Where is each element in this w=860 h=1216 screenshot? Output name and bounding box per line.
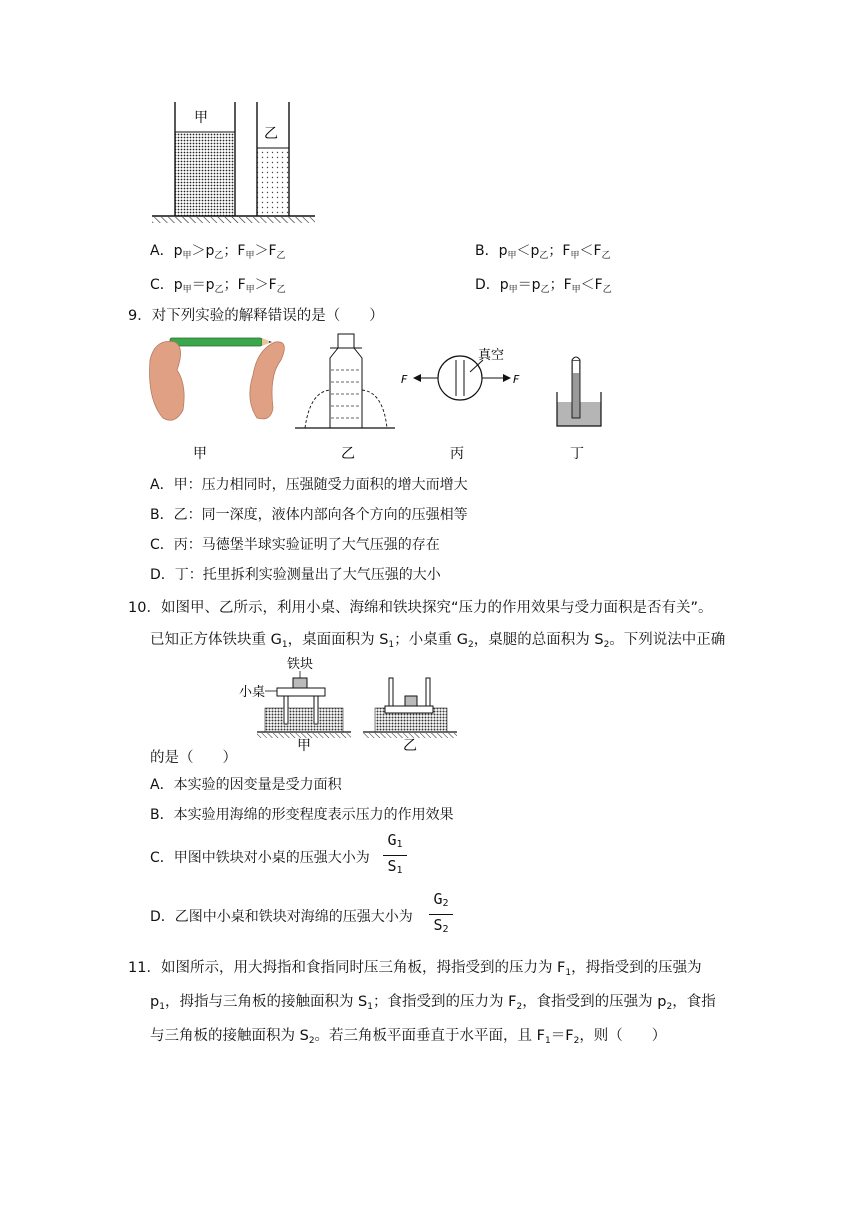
q10-table-sponge-figure — [235, 650, 465, 752]
q10-option-d: D．乙图中小桌和铁块对海绵的压强大小为 — [150, 909, 413, 925]
q9-option-a: A．甲：压力相同时，压强随受力面积的增大而增大 — [150, 477, 468, 493]
fig9-label-bing: 丙 — [450, 446, 464, 462]
iron-block-jia — [293, 678, 307, 688]
bottle-pressure-figure — [295, 334, 395, 462]
q9-option-c: C．丙：马德堡半球实验证明了大气压强的存在 — [150, 537, 440, 553]
q8-containers-figure — [150, 100, 320, 228]
hands-pencil-figure — [150, 338, 285, 462]
fig8-label-jia: 甲 — [194, 110, 208, 126]
q10-stem-line3: 的是（ ） — [150, 750, 237, 766]
table-top-jia — [277, 688, 325, 696]
q9-figures — [145, 330, 605, 465]
iron-block-yi — [405, 696, 417, 706]
q11-stem-line1: 11．如图所示，用大拇指和食指同时压三角板，拇指受到的压力为 $F_1$，拇指受到的压强为 — [128, 960, 702, 978]
q8-option-c: C．$p_甲=p_乙$；$F_甲>F_乙$ — [150, 277, 286, 295]
q8-option-b: B．$p_甲<p_乙$；$F_甲<F_乙$ — [475, 243, 611, 261]
fig9-label-jia: 甲 — [193, 446, 207, 462]
fig10-label-iron: 铁块 — [287, 657, 314, 672]
q10-option-c-fraction: $G_1$ $S_1$ — [383, 832, 407, 879]
ground-hatch — [152, 217, 315, 223]
q10-option-c: C．甲图中铁块对小桌的压强大小为 — [150, 850, 370, 866]
force-label-right: F — [513, 373, 520, 386]
fig9-label-yi: 乙 — [341, 446, 355, 462]
torricelli-figure — [557, 357, 601, 462]
fig10-label-yi: 乙 — [403, 738, 417, 752]
table-top-yi — [385, 706, 433, 713]
q10-stem-line2: 已知正方体铁块重 $G_1$，桌面面积为 $S_1$；小桌重 $G_2$，桌腿的总面积为 $S_2$。下列说法中正确 — [150, 632, 726, 650]
fig9-label-ding: 丁 — [570, 446, 584, 462]
vacuum-label: 真空 — [478, 348, 505, 363]
q9-stem: 9．对下列实验的解释错误的是（ ） — [128, 308, 384, 324]
q9-option-d: D．丁：托里拆利实验测量出了大气压强的大小 — [150, 567, 441, 583]
q9-option-b: B．乙：同一深度，液体内部向各个方向的压强相等 — [150, 507, 468, 523]
magdeburg-figure — [401, 347, 520, 462]
fig8-label-yi: 乙 — [264, 126, 278, 142]
sponge-jia — [265, 708, 343, 732]
q8-option-a: A．$p_甲>p_乙$；$F_甲>F_乙$ — [150, 243, 286, 261]
q8-option-d: D．$p_甲=p_乙$；$F_甲<F_乙$ — [475, 277, 612, 295]
q10-option-b: B．本实验用海绵的形变程度表示压力的作用效果 — [150, 807, 454, 823]
container-jia-liquid — [175, 132, 235, 216]
q10-option-d-fraction: $G_2$ $S_2$ — [429, 891, 453, 938]
q10-option-a: A．本实验的因变量是受力面积 — [150, 777, 342, 793]
container-yi-liquid — [257, 148, 289, 216]
q11-stem-line2: $p_1$，拇指与三角板的接触面积为 $S_1$；食指受到的压力为 $F_2$，食指受到的压强为 $p_2$，食指 — [150, 994, 716, 1012]
q10-stem-line1: 10．如图甲、乙所示，利用小桌、海绵和铁块探究“压力的作用效果与受力面积是否有关”。 — [128, 600, 713, 616]
q11-stem-line3: 与三角板的接触面积为 $S_2$。若三角板平面垂直于水平面，且 $F_1=F_2$，则（ ） — [150, 1028, 667, 1046]
fig10-label-jia: 甲 — [297, 738, 311, 752]
force-label-left: F — [401, 373, 408, 386]
fig10-label-table: 小桌 — [239, 685, 266, 700]
